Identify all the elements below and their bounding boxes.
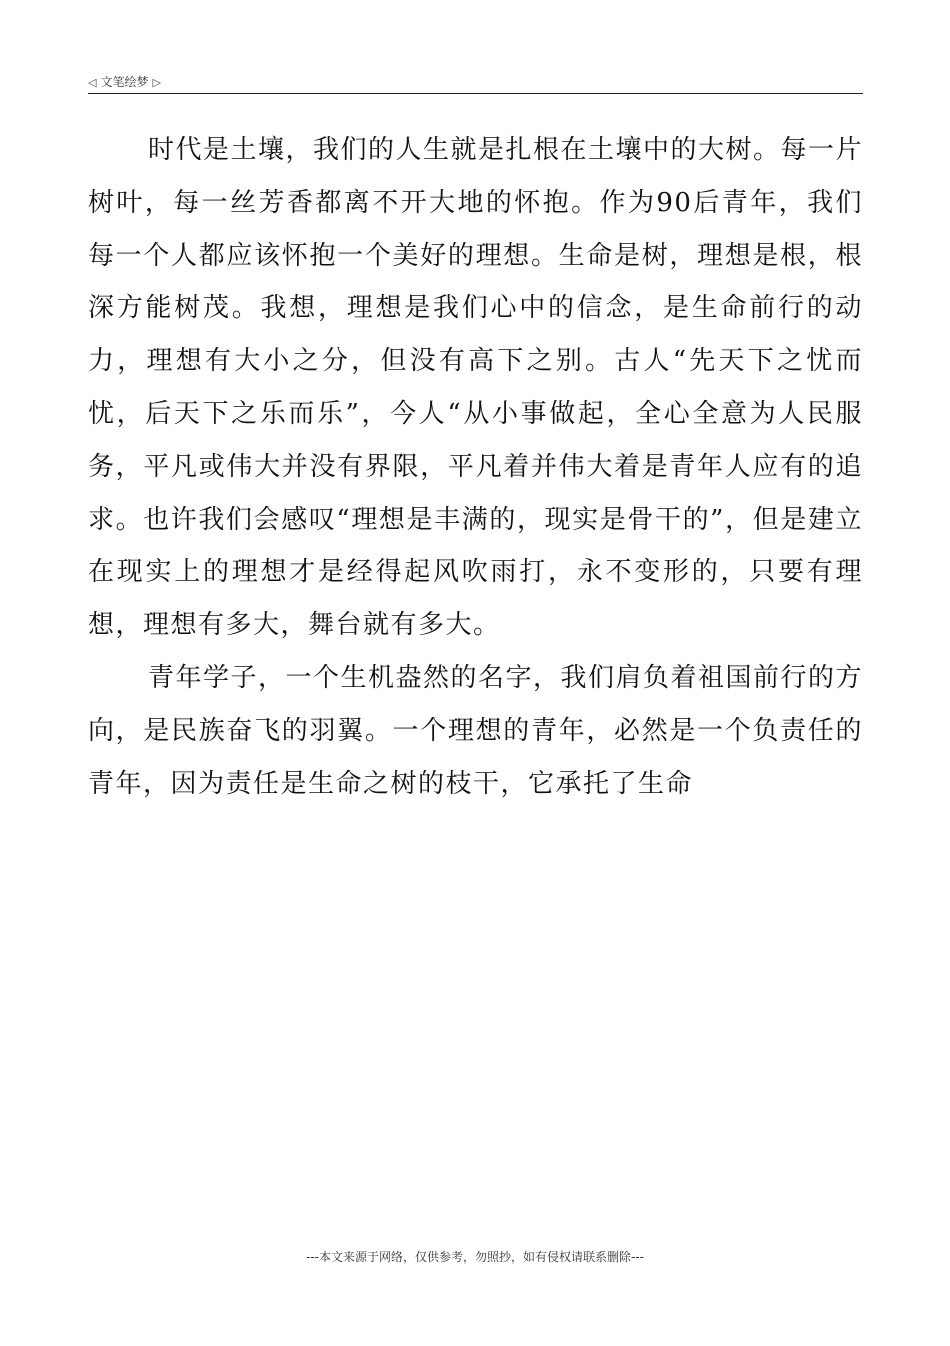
header-title: 文笔绘梦	[100, 75, 149, 89]
paragraph-2: 青年学子，一个生机盎然的名字，我们肩负着祖国前行的方向，是民族奋飞的羽翼。一个理想的青年，必然是一个负责任的青年，因为责任是生命之树的枝干，它承托了生命	[88, 662, 864, 799]
paragraph-1: 时代是土壤，我们的人生就是扎根在土壤中的大树。每一片树叶，每一丝芳香都离不开大地的怀抱。作为90后青年，我们每一个人都应该怀抱一个美好的理想。生命是树，理想是根，根深方能树茂。我想，理想是我们心中的信念，是生命前行的动力，理想有大小之分，但没有高下之别。古人“先天下之忧而忧，后天下之乐而乐”，今人“从小事做起，全心全意为人民服务，平凡或伟大并没有界限，平凡着并伟大着是青年人应有的追求。也许我们会感叹“理想是丰满的，现实是骨干的”，但是建立在现实上的理想才是经得起风吹雨打，永不变形的，只要有理想，理想有多大，舞台就有多大。	[88, 135, 864, 641]
header-title-group	[88, 73, 161, 90]
page-header	[88, 71, 863, 94]
right-triangle-icon: ▷	[152, 76, 161, 89]
footer-notice: ---本文来源于网络，仅供参考，勿照抄，如有侵权请联系删除---	[306, 1250, 644, 1264]
document-body	[88, 124, 863, 810]
left-triangle-icon: ◁	[88, 76, 97, 89]
